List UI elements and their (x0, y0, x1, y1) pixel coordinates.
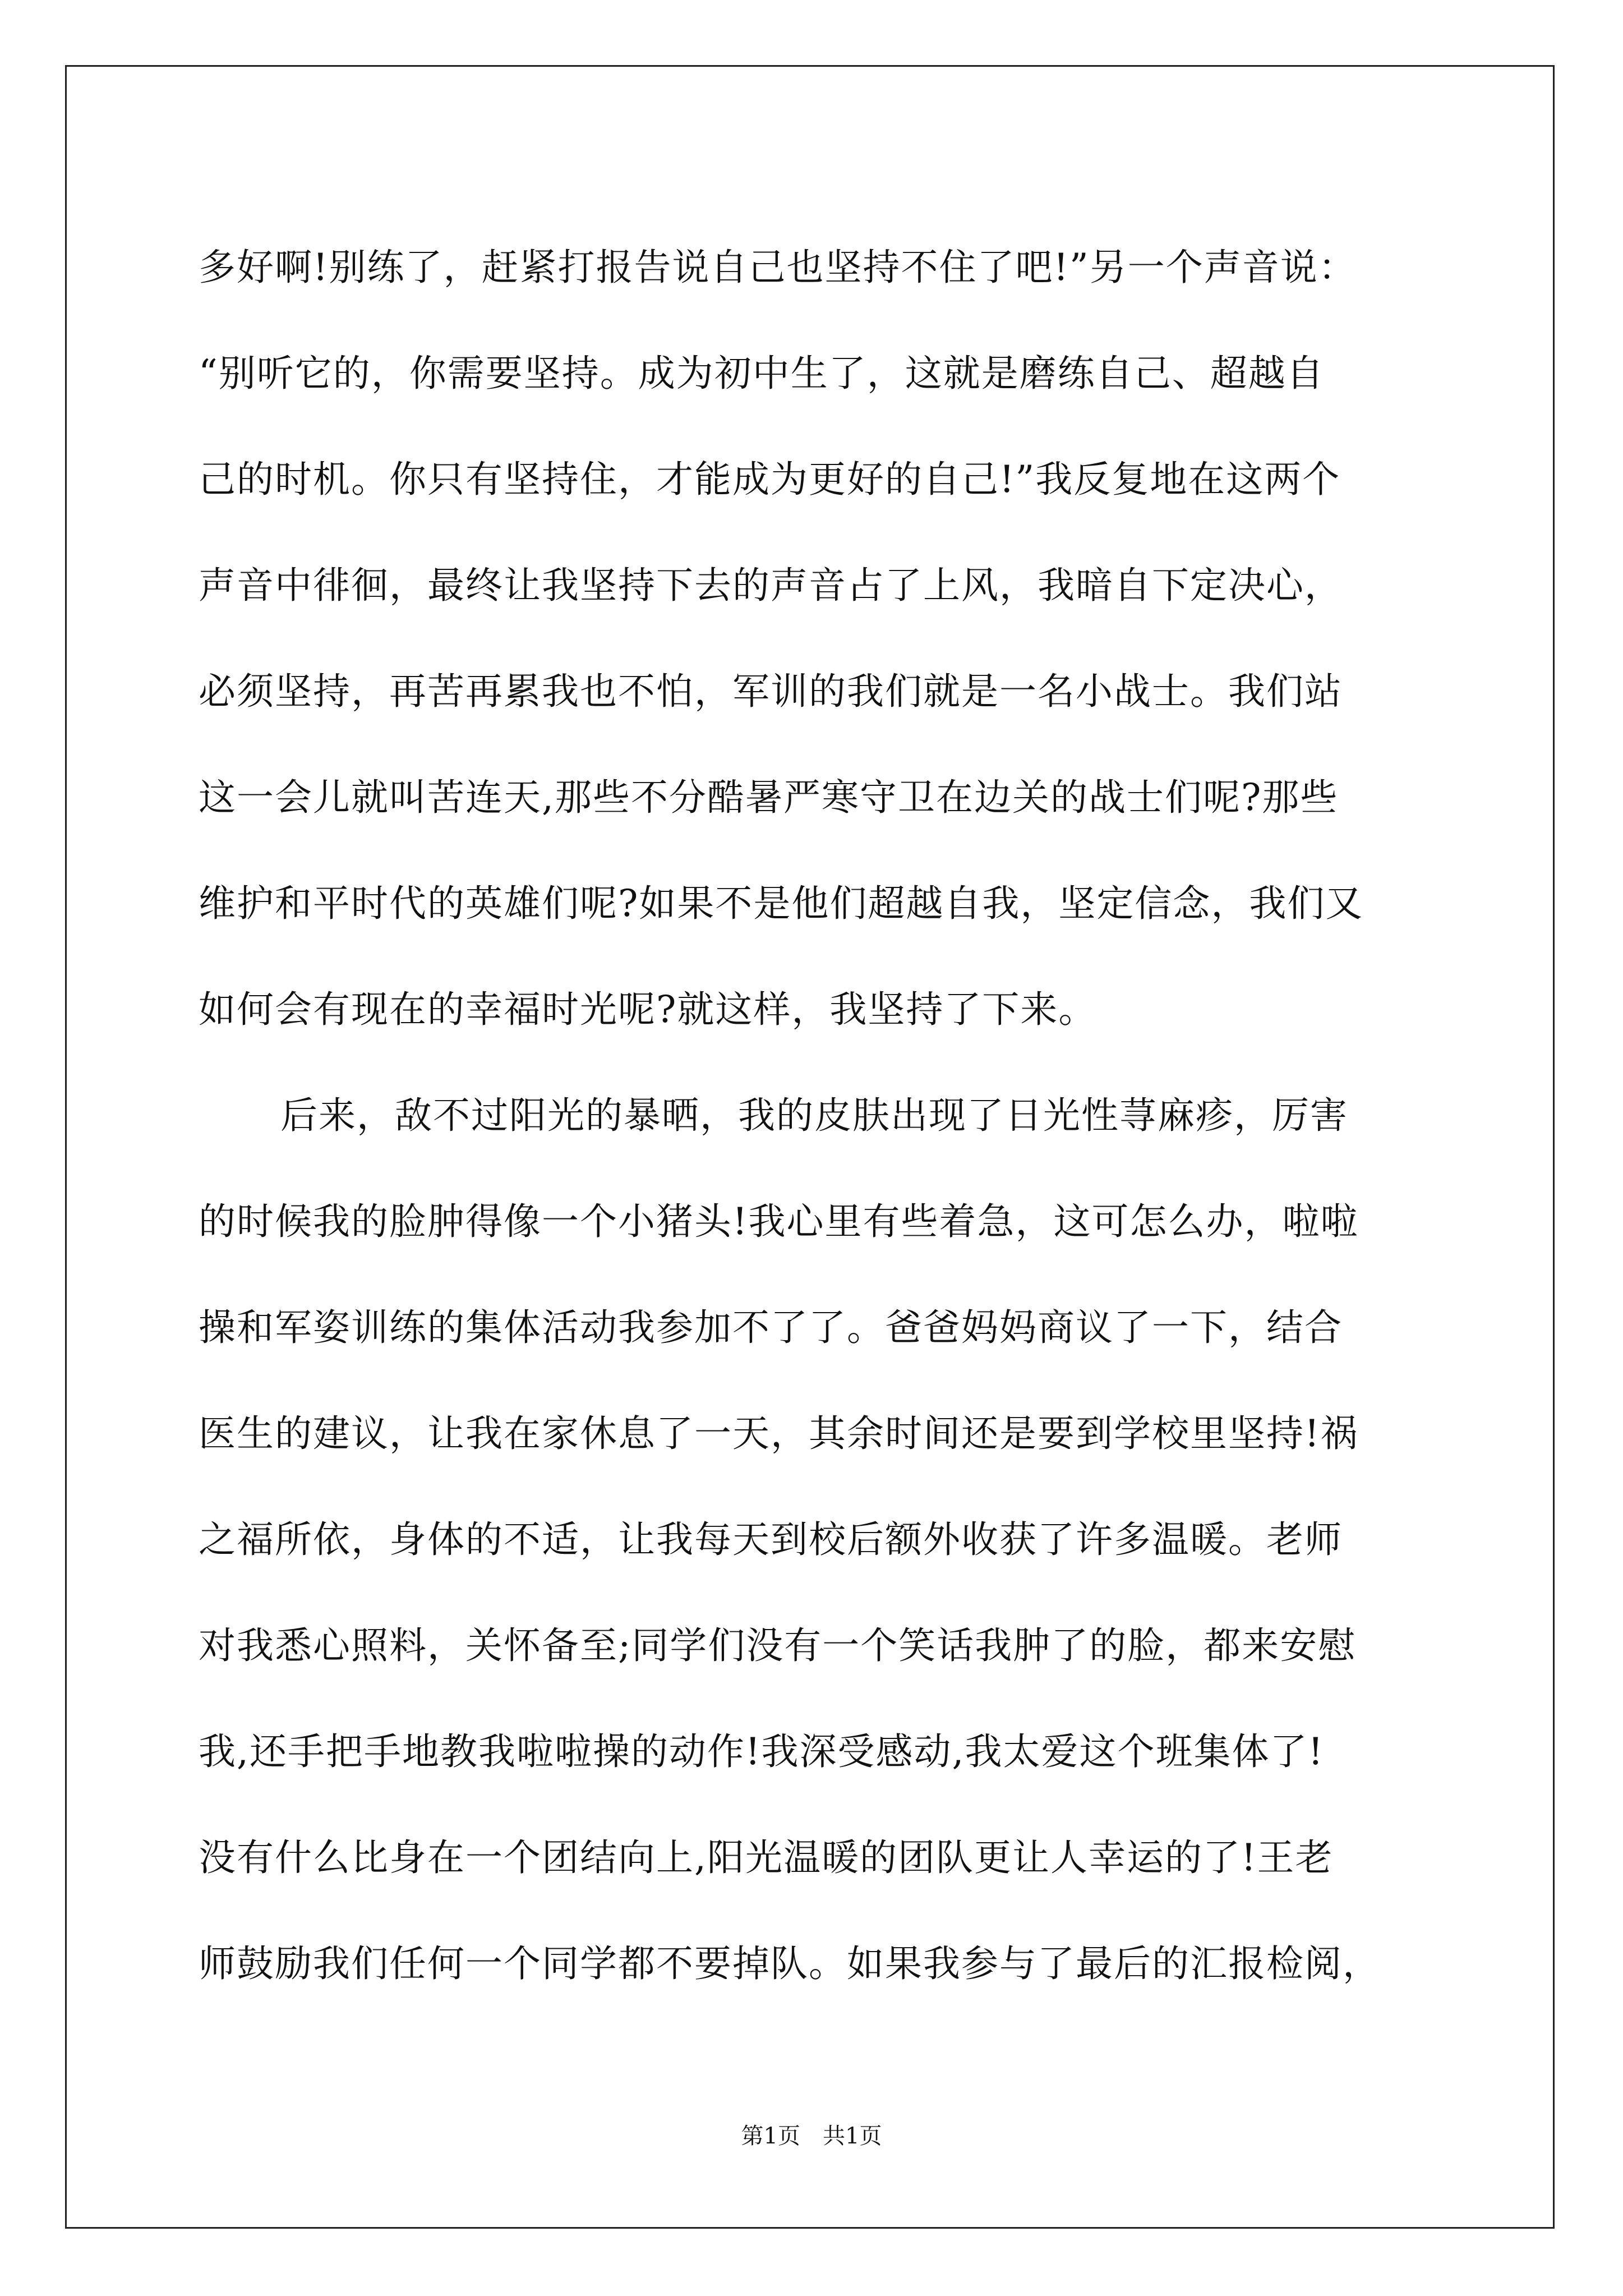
text-line: 己的时机。你只有坚持住，才能成为更好的自己!”我反复地在这两个 (199, 458, 1341, 501)
paragraph-1 (199, 214, 1427, 1062)
body-text (199, 214, 1427, 2017)
text-line: 后来，敌不过阳光的暴晒，我的皮肤出现了日光性荨麻疹，厉害 (280, 1094, 1348, 1137)
text-line: 师鼓励我们任何一个同学都不要掉队。如果我参与了最后的汇报检阅， (199, 1942, 1381, 1985)
text-line: 医生的建议，让我在家休息了一天，其余时间还是要到学校里坚持!祸 (199, 1412, 1359, 1455)
text-line: 的时候我的脸肿得像一个小猪头!我心里有些着急，这可怎么办，啦啦 (199, 1200, 1359, 1243)
text-line: 如何会有现在的幸福时光呢?就这样，我坚持了下来。 (199, 988, 1097, 1031)
text-line: 我,还手把手地教我啦啦操的动作!我深受感动,我太爱这个班集体了! (199, 1730, 1325, 1773)
text-line: 必须坚持，再苦再累我也不怕，军训的我们就是一名小战士。我们站 (199, 670, 1343, 713)
text-line: 对我悉心照料，关怀备至;同学们没有一个笑话我肿了的脸，都来安慰 (199, 1624, 1357, 1667)
text-line: “别听它的，你需要坚持。成为初中生了，这就是磨练自己、超越自 (199, 352, 1325, 395)
paragraph-2 (199, 1062, 1427, 2017)
text-line: 操和军姿训练的集体活动我参加不了了。爸爸妈妈商议了一下，结合 (199, 1306, 1343, 1349)
text-line: 这一会儿就叫苦连天,那些不分酷暑严寒守卫在边关的战士们呢?那些 (199, 776, 1339, 819)
text-line: 多好啊!别练了，赶紧打报告说自己也坚持不住了吧!”另一个声音说： (199, 246, 1357, 289)
page-number-footer: 第1页 共1页 (741, 2123, 882, 2149)
text-line: 声音中徘徊，最终让我坚持下去的声音占了上风，我暗自下定决心， (199, 564, 1343, 607)
text-line: 维护和平时代的英雄们呢?如果不是他们超越自我，坚定信念，我们又 (199, 882, 1364, 925)
text-line: 没有什么比身在一个团结向上,阳光温暖的团队更让人幸运的了!王老 (199, 1836, 1334, 1879)
text-line: 之福所依，身体的不适，让我每天到校后额外收获了许多温暖。老师 (199, 1518, 1343, 1561)
